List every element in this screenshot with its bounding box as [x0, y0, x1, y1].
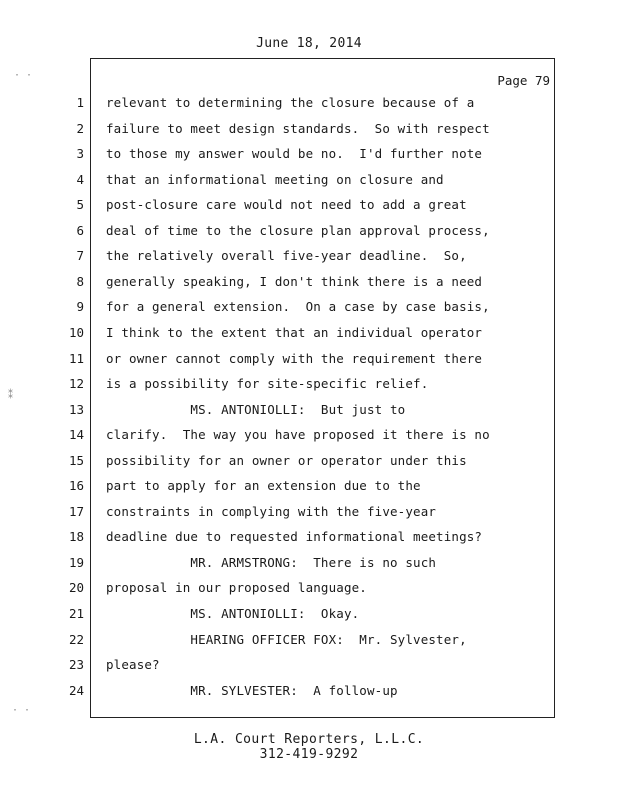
transcript-line: proposal in our proposed language. — [106, 580, 367, 595]
line-number: 8 — [76, 274, 84, 289]
transcript-line: failure to meet design standards. So with respect — [106, 121, 490, 136]
line-number: 9 — [76, 299, 84, 314]
transcript-line: constraints in complying with the five-year — [106, 504, 437, 519]
header-date: June 18, 2014 — [256, 36, 362, 51]
line-number: 23 — [68, 657, 84, 672]
footer-company: L.A. Court Reporters, L.L.C. — [193, 732, 425, 747]
line-number: 7 — [76, 248, 84, 263]
transcript-line: HEARING OFFICER FOX: Mr. Sylvester, — [106, 632, 467, 647]
transcript-line: post-closure care would not need to add a great — [106, 197, 467, 212]
scan-speck: · · — [12, 705, 31, 716]
line-number: 16 — [68, 478, 84, 493]
transcript-line: that an informational meeting on closure and — [106, 172, 444, 187]
transcript-line: MS. ANTONIOLLI: Okay. — [106, 606, 360, 621]
line-number: 22 — [68, 632, 84, 647]
transcript-line: the relatively overall five-year deadline. So, — [106, 248, 467, 263]
transcript-line: deal of time to the closure plan approval process, — [106, 223, 490, 238]
transcript-line: is a possibility for site-specific relief. — [106, 376, 429, 391]
transcript-line: please? — [106, 657, 160, 672]
line-number: 10 — [68, 325, 84, 340]
transcript-line: possibility for an owner or operator under this — [106, 453, 467, 468]
transcript-line: relevant to determining the closure because of a — [106, 95, 475, 110]
transcript-line: or owner cannot comply with the requirement there — [106, 351, 483, 366]
line-number: 6 — [76, 223, 84, 238]
page-number: Page 79 — [497, 73, 550, 88]
line-number: 2 — [76, 121, 84, 136]
line-number: 21 — [68, 606, 84, 621]
line-number: 15 — [68, 453, 84, 468]
line-number: 13 — [68, 402, 84, 417]
transcript-line: deadline due to requested informational meetings? — [106, 529, 483, 544]
footer-phone: 312-419-9292 — [259, 747, 359, 762]
line-number: 5 — [76, 197, 84, 212]
transcript-line: clarify. The way you have proposed it there is no — [106, 427, 490, 442]
transcript-line: for a general extension. On a case by case basis, — [106, 299, 490, 314]
line-number: 12 — [68, 376, 84, 391]
transcript-line: I think to the extent that an individual operator — [106, 325, 483, 340]
line-number: 11 — [68, 351, 84, 366]
scan-speck: · · — [14, 70, 33, 81]
transcript-line: MR. ARMSTRONG: There is no such — [106, 555, 437, 570]
scan-speck: ⁑ — [8, 390, 13, 401]
transcript-line: to those my answer would be no. I'd further note — [106, 146, 483, 161]
line-number: 1 — [76, 95, 84, 110]
transcript-line: MR. SYLVESTER: A follow-up — [106, 683, 398, 698]
line-number: 14 — [68, 427, 84, 442]
line-number: 24 — [68, 683, 84, 698]
line-number: 4 — [76, 172, 84, 187]
line-number: 17 — [68, 504, 84, 519]
line-number: 19 — [68, 555, 84, 570]
transcript-line: MS. ANTONIOLLI: But just to — [106, 402, 406, 417]
line-number: 3 — [76, 146, 84, 161]
transcript-line: generally speaking, I don't think there is a need — [106, 274, 483, 289]
line-number: 20 — [68, 580, 84, 595]
transcript-line: part to apply for an extension due to the — [106, 478, 421, 493]
line-number: 18 — [68, 529, 84, 544]
